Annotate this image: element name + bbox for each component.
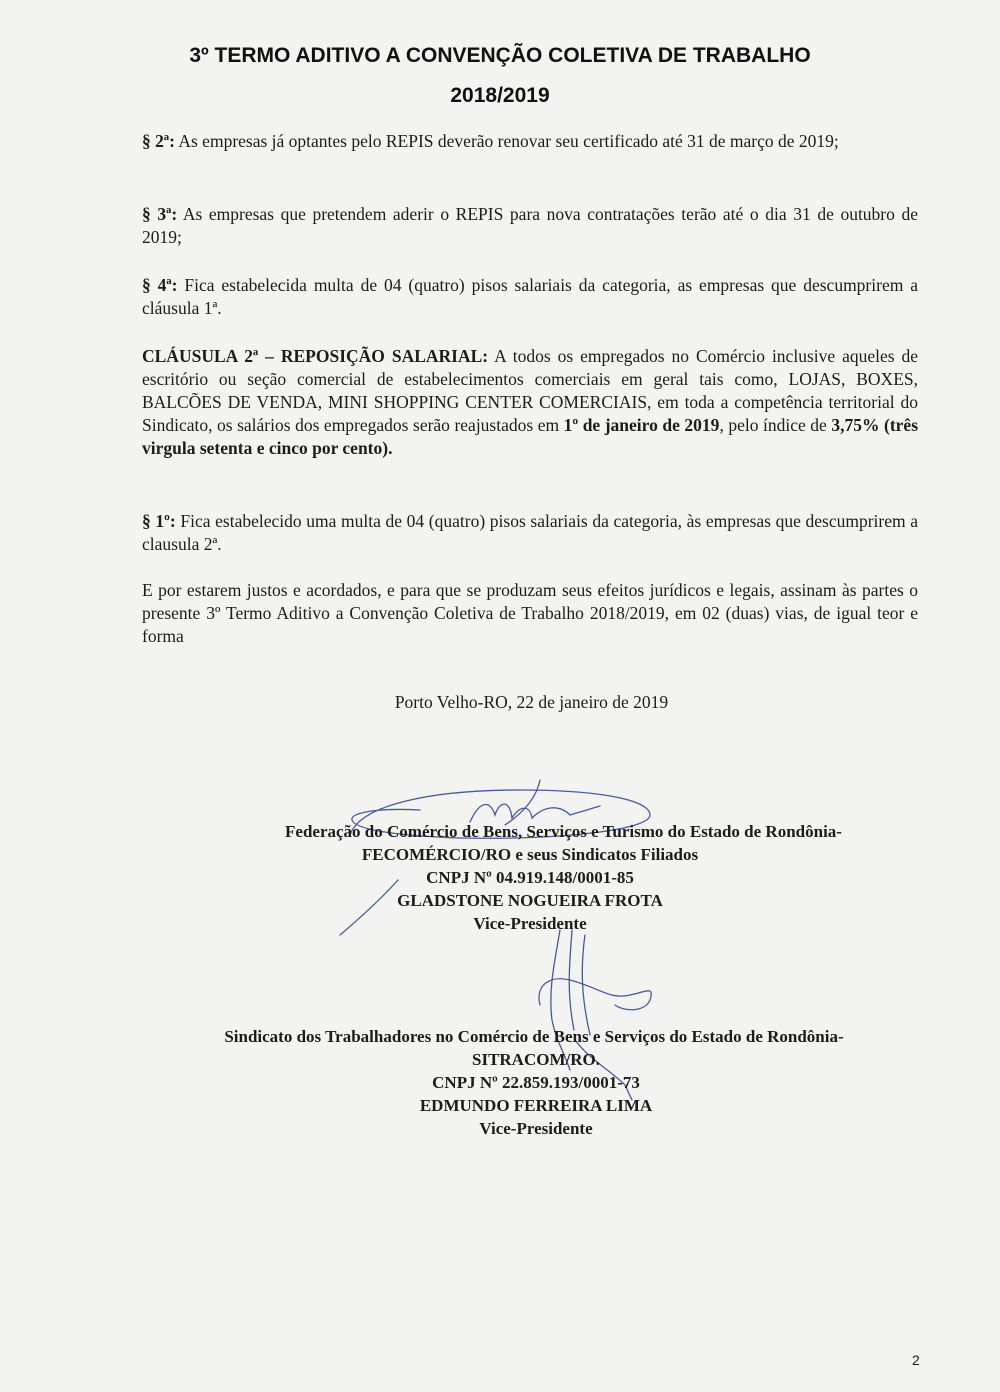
signatory-1-name: GLADSTONE NOGUEIRA FROTA — [397, 891, 663, 910]
document-title-line-2: 2018/2019 — [450, 84, 550, 107]
signatory-1-org-line-1: Federação do Comércio de Bens, Serviços e Turismo do Estado de Rondônia- — [285, 822, 842, 841]
paragraph-2-text: As empresas já optantes pelo REPIS deverão renovar seu certificado até 31 de março de 2019; — [174, 131, 839, 151]
paragraph-2 — [142, 130, 918, 153]
signatory-2-name: EDMUNDO FERREIRA LIMA — [419, 1096, 653, 1115]
signatory-1-role: Vice-Presidente — [473, 914, 587, 933]
clause-2-text-2: , pelo índice de — [719, 415, 832, 435]
clause-2-index: 3,75% (três virgula setenta e cinco por cento). — [142, 415, 918, 458]
signatory-1-org-line-2: FECOMÉRCIO/RO e seus Sindicatos Filiados — [361, 845, 699, 864]
signatory-2-org-line-2: SITRACOM/RO. — [472, 1050, 600, 1069]
signatory-2-cnpj: CNPJ Nº 22.859.193/0001-73 — [432, 1073, 640, 1092]
signatory-2-role: Vice-Presidente — [479, 1119, 593, 1138]
paragraph-1-label: § 1º: — [142, 511, 176, 531]
signature-2-loop — [539, 979, 651, 1010]
clause-2-label: CLÁUSULA 2ª – REPOSIÇÃO SALARIAL: — [142, 346, 489, 366]
clause-2-date: 1º de janeiro de 2019 — [563, 415, 720, 435]
document-title-line-1: 3º TERMO ADITIVO A CONVENÇÃO COLETIVA DE TRABALHO — [189, 44, 811, 67]
clause-2-text-1: A todos os empregados no Comércio inclusive aqueles de escritório ou seção comercial de estabelecimentos comerciais em geral tais como, LOJAS, BOXES, BALCÕES DE VENDA, MINI SHOPPING CENTER COMERCIAIS, em toda a competência territorial do Sindicato, os salários dos empregados serão reajustados em — [142, 346, 918, 435]
signature-1-stroke — [505, 780, 540, 825]
signatory-2-block — [0, 1025, 1000, 1140]
signatory-2-org-line-1: Sindicato dos Trabalhadores no Comércio de Bens e Serviços do Estado de Rondônia- — [224, 1027, 844, 1046]
paragraph-1-text: Fica estabelecido uma multa de 04 (quatro) pisos salariais da categoria, às empresas que descumprirem a clausula 2ª. — [142, 511, 919, 554]
page-number: 2 — [912, 1352, 920, 1368]
paragraph-4 — [142, 274, 918, 320]
clause-2 — [142, 345, 918, 460]
closing-paragraph: E por estarem justos e acordados, e para que se produzam seus efeitos jurídicos e legais, assinam às partes o presente 3º Termo Aditivo a Convenção Coletiva de Trabalho 2018/2019, em 02 (duas) vias, de igual teor e forma — [142, 580, 918, 646]
paragraph-3-text: As empresas que pretendem aderir o REPIS para nova contratações terão até o dia 31 de outubro de 2019; — [142, 204, 918, 247]
paragraph-4-text: Fica estabelecida multa de 04 (quatro) pisos salariais da categoria, as empresas que descumprirem a cláusula 1ª. — [142, 275, 918, 318]
signatory-1-block — [0, 820, 1000, 935]
paragraph-1 — [142, 510, 918, 556]
place-date: Porto Velho-RO, 22 de janeiro de 2019 — [394, 692, 669, 712]
paragraph-3-label: § 3ª: — [142, 204, 178, 224]
signatory-1-cnpj: CNPJ Nº 04.919.148/0001-85 — [426, 868, 634, 887]
paragraph-2-label: § 2ª: — [142, 131, 175, 151]
paragraph-3 — [142, 203, 918, 249]
paragraph-4-label: § 4ª: — [142, 275, 178, 295]
